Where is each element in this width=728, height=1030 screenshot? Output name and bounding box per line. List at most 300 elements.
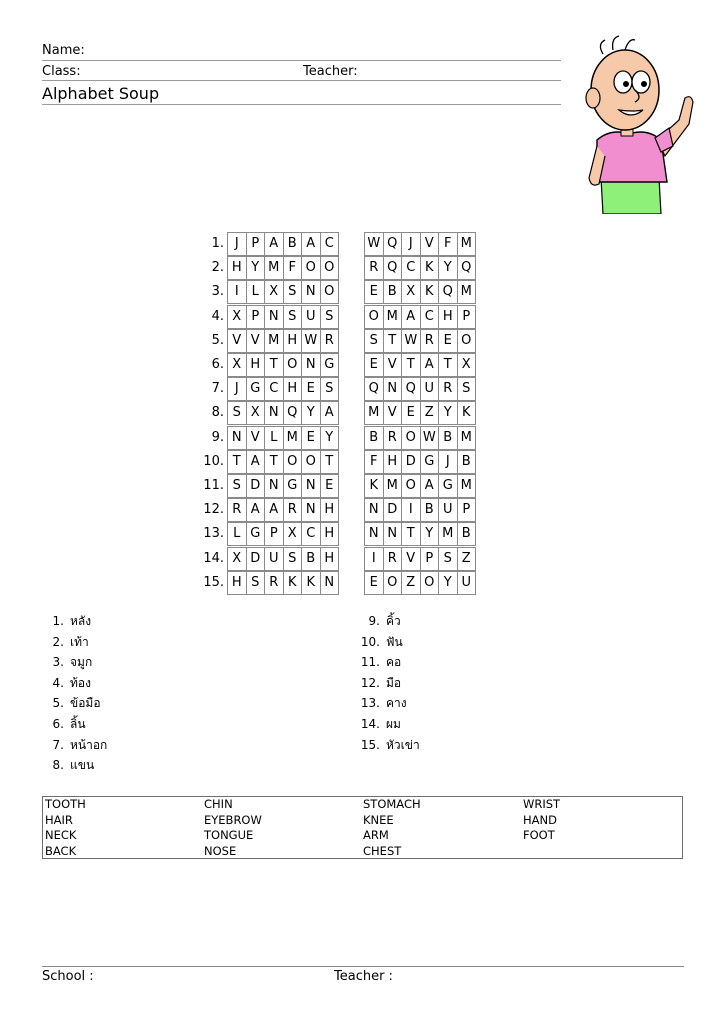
grid-cell: G bbox=[246, 522, 266, 546]
grid-cell: N bbox=[364, 522, 384, 546]
clue-number: 9. bbox=[368, 614, 380, 628]
grid-cell: P bbox=[264, 522, 284, 546]
grid-cell: N bbox=[301, 280, 321, 304]
grid-cell: C bbox=[264, 377, 284, 401]
grid-row-number: 6. bbox=[211, 357, 224, 372]
clue-text: ฟัน bbox=[386, 634, 403, 649]
grid-cell: X bbox=[283, 522, 303, 546]
grid-cell: X bbox=[401, 280, 421, 304]
word-bank-item: TONGUE bbox=[204, 828, 254, 843]
grid-block-left bbox=[228, 353, 339, 377]
grid-cell: J bbox=[227, 232, 247, 256]
clue-item bbox=[42, 694, 101, 712]
grid-cell: X bbox=[227, 353, 247, 377]
grid-cell: O bbox=[457, 329, 477, 353]
grid-row-number: 11. bbox=[203, 478, 224, 493]
grid-row-number: 10. bbox=[203, 453, 224, 469]
grid-cell: M bbox=[457, 232, 477, 256]
grid-cell: H bbox=[383, 450, 403, 474]
grid-cell: X bbox=[227, 547, 247, 571]
grid-cell: H bbox=[438, 305, 458, 329]
grid-cell: G bbox=[283, 474, 303, 498]
grid-cell: O bbox=[401, 426, 421, 450]
grid-block-right bbox=[365, 305, 476, 329]
grid-cell: N bbox=[301, 353, 321, 377]
grid-cell: M bbox=[264, 256, 284, 280]
grid-row bbox=[195, 329, 476, 353]
grid-cell: E bbox=[320, 474, 340, 498]
grid-cell: N bbox=[364, 498, 384, 522]
grid-cell: J bbox=[401, 232, 421, 256]
grid-cell: J bbox=[438, 450, 458, 474]
grid-cell: T bbox=[264, 353, 284, 377]
grid-cell: B bbox=[301, 547, 321, 571]
grid-cell: B bbox=[457, 450, 477, 474]
grid-cell: Y bbox=[420, 522, 440, 546]
grid-cell: S bbox=[438, 547, 458, 571]
clue-text: หลัง bbox=[70, 614, 92, 628]
grid-cell: N bbox=[320, 571, 340, 595]
grid-cell: F bbox=[283, 256, 303, 280]
grid-cell: H bbox=[320, 522, 340, 546]
clue-item bbox=[358, 612, 401, 630]
grid-cell: B bbox=[364, 426, 384, 450]
clue-item bbox=[42, 612, 91, 630]
grid-row bbox=[195, 305, 476, 329]
grid-row bbox=[195, 426, 476, 450]
grid-cell: D bbox=[246, 474, 266, 498]
word-bank-item: STOMACH bbox=[363, 797, 421, 811]
grid-cell: V bbox=[246, 329, 266, 353]
cartoon-boy-pointing-icon bbox=[577, 28, 697, 214]
grid-cell: D bbox=[246, 547, 266, 571]
clue-number: 13. bbox=[360, 696, 380, 711]
grid-row bbox=[195, 353, 476, 377]
grid-cell: T bbox=[320, 450, 340, 474]
grid-row bbox=[195, 547, 476, 571]
grid-cell: U bbox=[264, 547, 284, 571]
clue-text: แขน bbox=[70, 758, 95, 773]
grid-cell: S bbox=[246, 571, 266, 595]
grid-cell: W bbox=[401, 329, 421, 353]
grid-cell: B bbox=[457, 522, 477, 546]
grid-block-left bbox=[228, 329, 339, 353]
teacher-label: Teacher: bbox=[303, 64, 358, 79]
grid-block-right bbox=[365, 522, 476, 546]
grid-row bbox=[195, 498, 476, 522]
grid-cell: R bbox=[383, 426, 403, 450]
grid-cell: G bbox=[420, 450, 440, 474]
grid-cell: B bbox=[283, 232, 303, 256]
grid-cell: H bbox=[283, 329, 303, 353]
grid-cell: H bbox=[320, 498, 340, 522]
grid-cell: U bbox=[438, 498, 458, 522]
grid-cell: O bbox=[383, 571, 403, 595]
grid-cell: K bbox=[457, 401, 477, 425]
grid-cell: L bbox=[246, 280, 266, 304]
grid-cell: V bbox=[383, 353, 403, 377]
clue-text: เท้า bbox=[70, 634, 89, 649]
grid-cell: E bbox=[364, 571, 384, 595]
grid-cell: T bbox=[401, 353, 421, 377]
clue-item bbox=[42, 633, 89, 651]
class-label: Class: bbox=[42, 64, 81, 79]
grid-cell: K bbox=[301, 571, 321, 595]
clue-text: ข้อมือ bbox=[70, 696, 101, 711]
title-line bbox=[42, 104, 561, 105]
grid-row-number: 12. bbox=[203, 502, 224, 518]
grid-row-number: 14. bbox=[203, 550, 224, 566]
clue-item bbox=[358, 736, 420, 754]
grid-cell: A bbox=[264, 232, 284, 256]
grid-block-right bbox=[365, 232, 476, 256]
grid-cell: B bbox=[383, 280, 403, 304]
grid-cell: S bbox=[364, 329, 384, 353]
clue-text: คิ้ว bbox=[386, 614, 401, 628]
grid-cell: Y bbox=[438, 401, 458, 425]
school-label: School : bbox=[42, 969, 94, 984]
grid-cell: B bbox=[438, 426, 458, 450]
grid-row-number: 2. bbox=[211, 260, 224, 276]
clue-text: คาง bbox=[386, 696, 407, 711]
grid-cell: N bbox=[227, 426, 247, 450]
clue-number: 12. bbox=[360, 675, 380, 690]
word-bank-item: HAND bbox=[523, 812, 557, 827]
grid-cell: O bbox=[283, 353, 303, 377]
grid-cell: M bbox=[283, 426, 303, 450]
grid-cell: S bbox=[283, 305, 303, 329]
grid-cell: G bbox=[320, 353, 340, 377]
clue-item bbox=[42, 674, 91, 692]
clue-text: มือ bbox=[386, 675, 402, 690]
grid-cell: W bbox=[420, 426, 440, 450]
grid-cell: T bbox=[227, 450, 247, 474]
grid-cell: G bbox=[246, 377, 266, 401]
grid-cell: A bbox=[320, 401, 340, 425]
grid-cell: A bbox=[401, 305, 421, 329]
grid-cell: E bbox=[301, 377, 321, 401]
grid-cell: S bbox=[227, 401, 247, 425]
grid-cell: X bbox=[264, 280, 284, 304]
grid-cell: I bbox=[401, 498, 421, 522]
clue-item bbox=[358, 694, 407, 712]
grid-cell: S bbox=[283, 280, 303, 304]
grid-cell: I bbox=[227, 280, 247, 304]
grid-row bbox=[195, 450, 476, 474]
grid-cell: C bbox=[301, 522, 321, 546]
grid-block-right bbox=[365, 280, 476, 304]
grid-block-left bbox=[228, 474, 339, 498]
clue-text: หน้าอก bbox=[70, 737, 108, 752]
grid-cell: A bbox=[264, 498, 284, 522]
grid-cell: F bbox=[438, 232, 458, 256]
grid-cell: W bbox=[301, 329, 321, 353]
grid-cell: E bbox=[364, 280, 384, 304]
word-bank-item: CHIN bbox=[204, 797, 233, 811]
word-bank-item: FOOT bbox=[523, 828, 555, 843]
grid-cell: K bbox=[420, 280, 440, 304]
grid-cell: K bbox=[283, 571, 303, 595]
grid-cell: V bbox=[246, 426, 266, 450]
word-bank-item: CHEST bbox=[363, 843, 402, 858]
grid-block-left bbox=[228, 232, 339, 256]
word-bank-item: ARM bbox=[363, 828, 389, 843]
grid-cell: M bbox=[438, 522, 458, 546]
grid-block-right bbox=[365, 401, 476, 425]
grid-cell: O bbox=[364, 305, 384, 329]
grid-block-left bbox=[228, 377, 339, 401]
grid-block-right bbox=[365, 256, 476, 280]
grid-row-number: 1. bbox=[211, 236, 224, 251]
word-bank-item: WRIST bbox=[523, 797, 561, 811]
grid-cell: E bbox=[438, 329, 458, 353]
grid-cell: C bbox=[320, 232, 340, 256]
grid-cell: M bbox=[264, 329, 284, 353]
grid-row bbox=[195, 571, 476, 595]
grid-cell: D bbox=[401, 450, 421, 474]
word-bank-item: NOSE bbox=[204, 843, 237, 858]
grid-cell: X bbox=[457, 353, 477, 377]
grid-cell: M bbox=[457, 474, 477, 498]
grid-cell: A bbox=[420, 353, 440, 377]
grid-cell: H bbox=[246, 353, 266, 377]
grid-row-number: 15. bbox=[203, 574, 224, 590]
grid-cell: M bbox=[457, 280, 477, 304]
grid-cell: L bbox=[227, 522, 247, 546]
grid-cell: N bbox=[264, 401, 284, 425]
grid-cell: A bbox=[246, 450, 266, 474]
word-bank-item: BACK bbox=[45, 843, 77, 858]
grid-cell: S bbox=[320, 305, 340, 329]
clue-text: ท้อง bbox=[70, 675, 91, 690]
grid-block-right bbox=[365, 547, 476, 571]
grid-cell: M bbox=[383, 474, 403, 498]
grid-cell: B bbox=[420, 498, 440, 522]
name-line bbox=[42, 60, 561, 61]
clue-number: 11. bbox=[360, 655, 380, 670]
grid-row-number: 3. bbox=[211, 284, 224, 300]
grid-cell: N bbox=[301, 474, 321, 498]
class-line bbox=[42, 80, 561, 81]
grid-cell: J bbox=[227, 377, 247, 401]
grid-cell: P bbox=[246, 232, 266, 256]
grid-cell: Y bbox=[320, 426, 340, 450]
grid-cell: E bbox=[301, 426, 321, 450]
grid-cell: Z bbox=[457, 547, 477, 571]
grid-row bbox=[195, 377, 476, 401]
grid-cell: V bbox=[227, 329, 247, 353]
grid-cell: C bbox=[420, 305, 440, 329]
grid-block-right bbox=[365, 498, 476, 522]
grid-cell: I bbox=[364, 547, 384, 571]
word-bank-item: TOOTH bbox=[45, 797, 86, 811]
grid-cell: P bbox=[246, 305, 266, 329]
grid-cell: K bbox=[364, 474, 384, 498]
clue-number: 6. bbox=[52, 717, 64, 731]
grid-row-number: 4. bbox=[211, 308, 224, 324]
grid-cell: Q bbox=[283, 401, 303, 425]
word-bank-item: NECK bbox=[45, 828, 77, 843]
grid-cell: A bbox=[420, 474, 440, 498]
clue-number: 2. bbox=[52, 634, 64, 649]
grid-cell: M bbox=[457, 426, 477, 450]
word-bank-item: KNEE bbox=[363, 812, 394, 827]
page-title: Alphabet Soup bbox=[42, 84, 160, 103]
grid-cell: Y bbox=[438, 256, 458, 280]
grid-block-left bbox=[228, 401, 339, 425]
clue-number: 4. bbox=[52, 675, 64, 690]
grid-row bbox=[195, 256, 476, 280]
grid-cell: P bbox=[457, 305, 477, 329]
grid-cell: O bbox=[320, 280, 340, 304]
clue-text: ผม bbox=[386, 717, 401, 731]
grid-cell: O bbox=[420, 571, 440, 595]
grid-cell: H bbox=[320, 547, 340, 571]
grid-cell: Q bbox=[457, 256, 477, 280]
grid-cell: E bbox=[364, 353, 384, 377]
grid-cell: N bbox=[383, 522, 403, 546]
grid-cell: K bbox=[420, 256, 440, 280]
grid-cell: U bbox=[457, 571, 477, 595]
grid-cell: N bbox=[301, 498, 321, 522]
grid-cell: P bbox=[457, 498, 477, 522]
grid-cell: Q bbox=[364, 377, 384, 401]
clue-text: ลิ้น bbox=[70, 717, 86, 731]
grid-block-right bbox=[365, 353, 476, 377]
clue-number: 5. bbox=[52, 696, 64, 711]
grid-cell: S bbox=[227, 474, 247, 498]
grid-block-left bbox=[228, 571, 339, 595]
grid-block-right bbox=[365, 426, 476, 450]
clue-item bbox=[358, 633, 403, 651]
grid-block-right bbox=[365, 377, 476, 401]
grid-block-left bbox=[228, 522, 339, 546]
grid-cell: S bbox=[457, 377, 477, 401]
grid-row bbox=[195, 280, 476, 304]
grid-cell: U bbox=[420, 377, 440, 401]
grid-cell: V bbox=[383, 401, 403, 425]
grid-cell: Y bbox=[246, 256, 266, 280]
grid-cell: R bbox=[264, 571, 284, 595]
grid-cell: Z bbox=[420, 401, 440, 425]
grid-cell: R bbox=[320, 329, 340, 353]
grid-cell: M bbox=[364, 401, 384, 425]
grid-cell: X bbox=[246, 401, 266, 425]
grid-cell: H bbox=[283, 377, 303, 401]
grid-cell: U bbox=[301, 305, 321, 329]
grid-cell: Q bbox=[438, 280, 458, 304]
grid-cell: R bbox=[364, 256, 384, 280]
grid-cell: N bbox=[264, 305, 284, 329]
clue-text: หัวเข่า bbox=[386, 737, 420, 752]
grid-row-number: 5. bbox=[211, 332, 224, 348]
grid-block-left bbox=[228, 450, 339, 474]
grid-cell: G bbox=[438, 474, 458, 498]
footer-teacher-label: Teacher : bbox=[334, 969, 393, 984]
grid-row bbox=[195, 474, 476, 498]
footer-line bbox=[42, 966, 684, 967]
grid-cell: W bbox=[364, 232, 384, 256]
grid-block-left bbox=[228, 426, 339, 450]
grid-cell: M bbox=[383, 305, 403, 329]
grid-cell: R bbox=[283, 498, 303, 522]
grid-cell: L bbox=[264, 426, 284, 450]
clue-item bbox=[42, 736, 107, 754]
grid-block-left bbox=[228, 305, 339, 329]
grid-cell: Y bbox=[438, 571, 458, 595]
grid-cell: E bbox=[401, 401, 421, 425]
grid-cell: O bbox=[320, 256, 340, 280]
word-bank bbox=[42, 796, 683, 859]
grid-cell: A bbox=[301, 232, 321, 256]
grid-cell: N bbox=[264, 474, 284, 498]
grid-cell: T bbox=[438, 353, 458, 377]
grid-block-left bbox=[228, 498, 339, 522]
grid-block-right bbox=[365, 571, 476, 595]
clue-number: 1. bbox=[52, 614, 64, 628]
grid-cell: V bbox=[401, 547, 421, 571]
grid-block-left bbox=[228, 256, 339, 280]
grid-cell: R bbox=[227, 498, 247, 522]
grid-row-number: 7. bbox=[211, 381, 224, 397]
grid-cell: S bbox=[320, 377, 340, 401]
grid-cell: R bbox=[438, 377, 458, 401]
clue-item bbox=[42, 756, 94, 774]
clue-number: 8. bbox=[52, 758, 64, 773]
grid-cell: R bbox=[420, 329, 440, 353]
word-bank-item: HAIR bbox=[45, 812, 73, 827]
grid-cell: T bbox=[383, 329, 403, 353]
grid-cell: Y bbox=[301, 401, 321, 425]
grid-cell: D bbox=[383, 498, 403, 522]
grid-cell: S bbox=[283, 547, 303, 571]
grid-cell: O bbox=[301, 450, 321, 474]
grid-row bbox=[195, 522, 476, 546]
grid-cell: Q bbox=[383, 232, 403, 256]
grid-row bbox=[195, 401, 476, 425]
grid-row bbox=[195, 232, 476, 256]
clue-item bbox=[42, 715, 86, 733]
grid-cell: T bbox=[401, 522, 421, 546]
grid-block-left bbox=[228, 280, 339, 304]
grid-cell: C bbox=[401, 256, 421, 280]
grid-block-right bbox=[365, 474, 476, 498]
clue-number: 10. bbox=[360, 634, 380, 649]
grid-cell: O bbox=[283, 450, 303, 474]
clue-item bbox=[358, 674, 401, 692]
grid-cell: X bbox=[227, 305, 247, 329]
grid-cell: V bbox=[420, 232, 440, 256]
name-label: Name: bbox=[42, 43, 85, 58]
word-bank-item: EYEBROW bbox=[204, 812, 262, 827]
grid-block-right bbox=[365, 329, 476, 353]
grid-block-right bbox=[365, 450, 476, 474]
grid-cell: Q bbox=[401, 377, 421, 401]
clue-number: 3. bbox=[52, 655, 64, 670]
grid-cell: P bbox=[420, 547, 440, 571]
clue-item bbox=[42, 653, 92, 671]
grid-cell: F bbox=[364, 450, 384, 474]
clue-item bbox=[358, 653, 401, 671]
grid-cell: H bbox=[227, 571, 247, 595]
grid-cell: H bbox=[227, 256, 247, 280]
grid-cell: A bbox=[246, 498, 266, 522]
grid-block-left bbox=[228, 547, 339, 571]
grid-cell: R bbox=[383, 547, 403, 571]
grid-row-number: 9. bbox=[211, 429, 224, 445]
grid-cell: O bbox=[301, 256, 321, 280]
clue-number: 7. bbox=[52, 737, 64, 752]
